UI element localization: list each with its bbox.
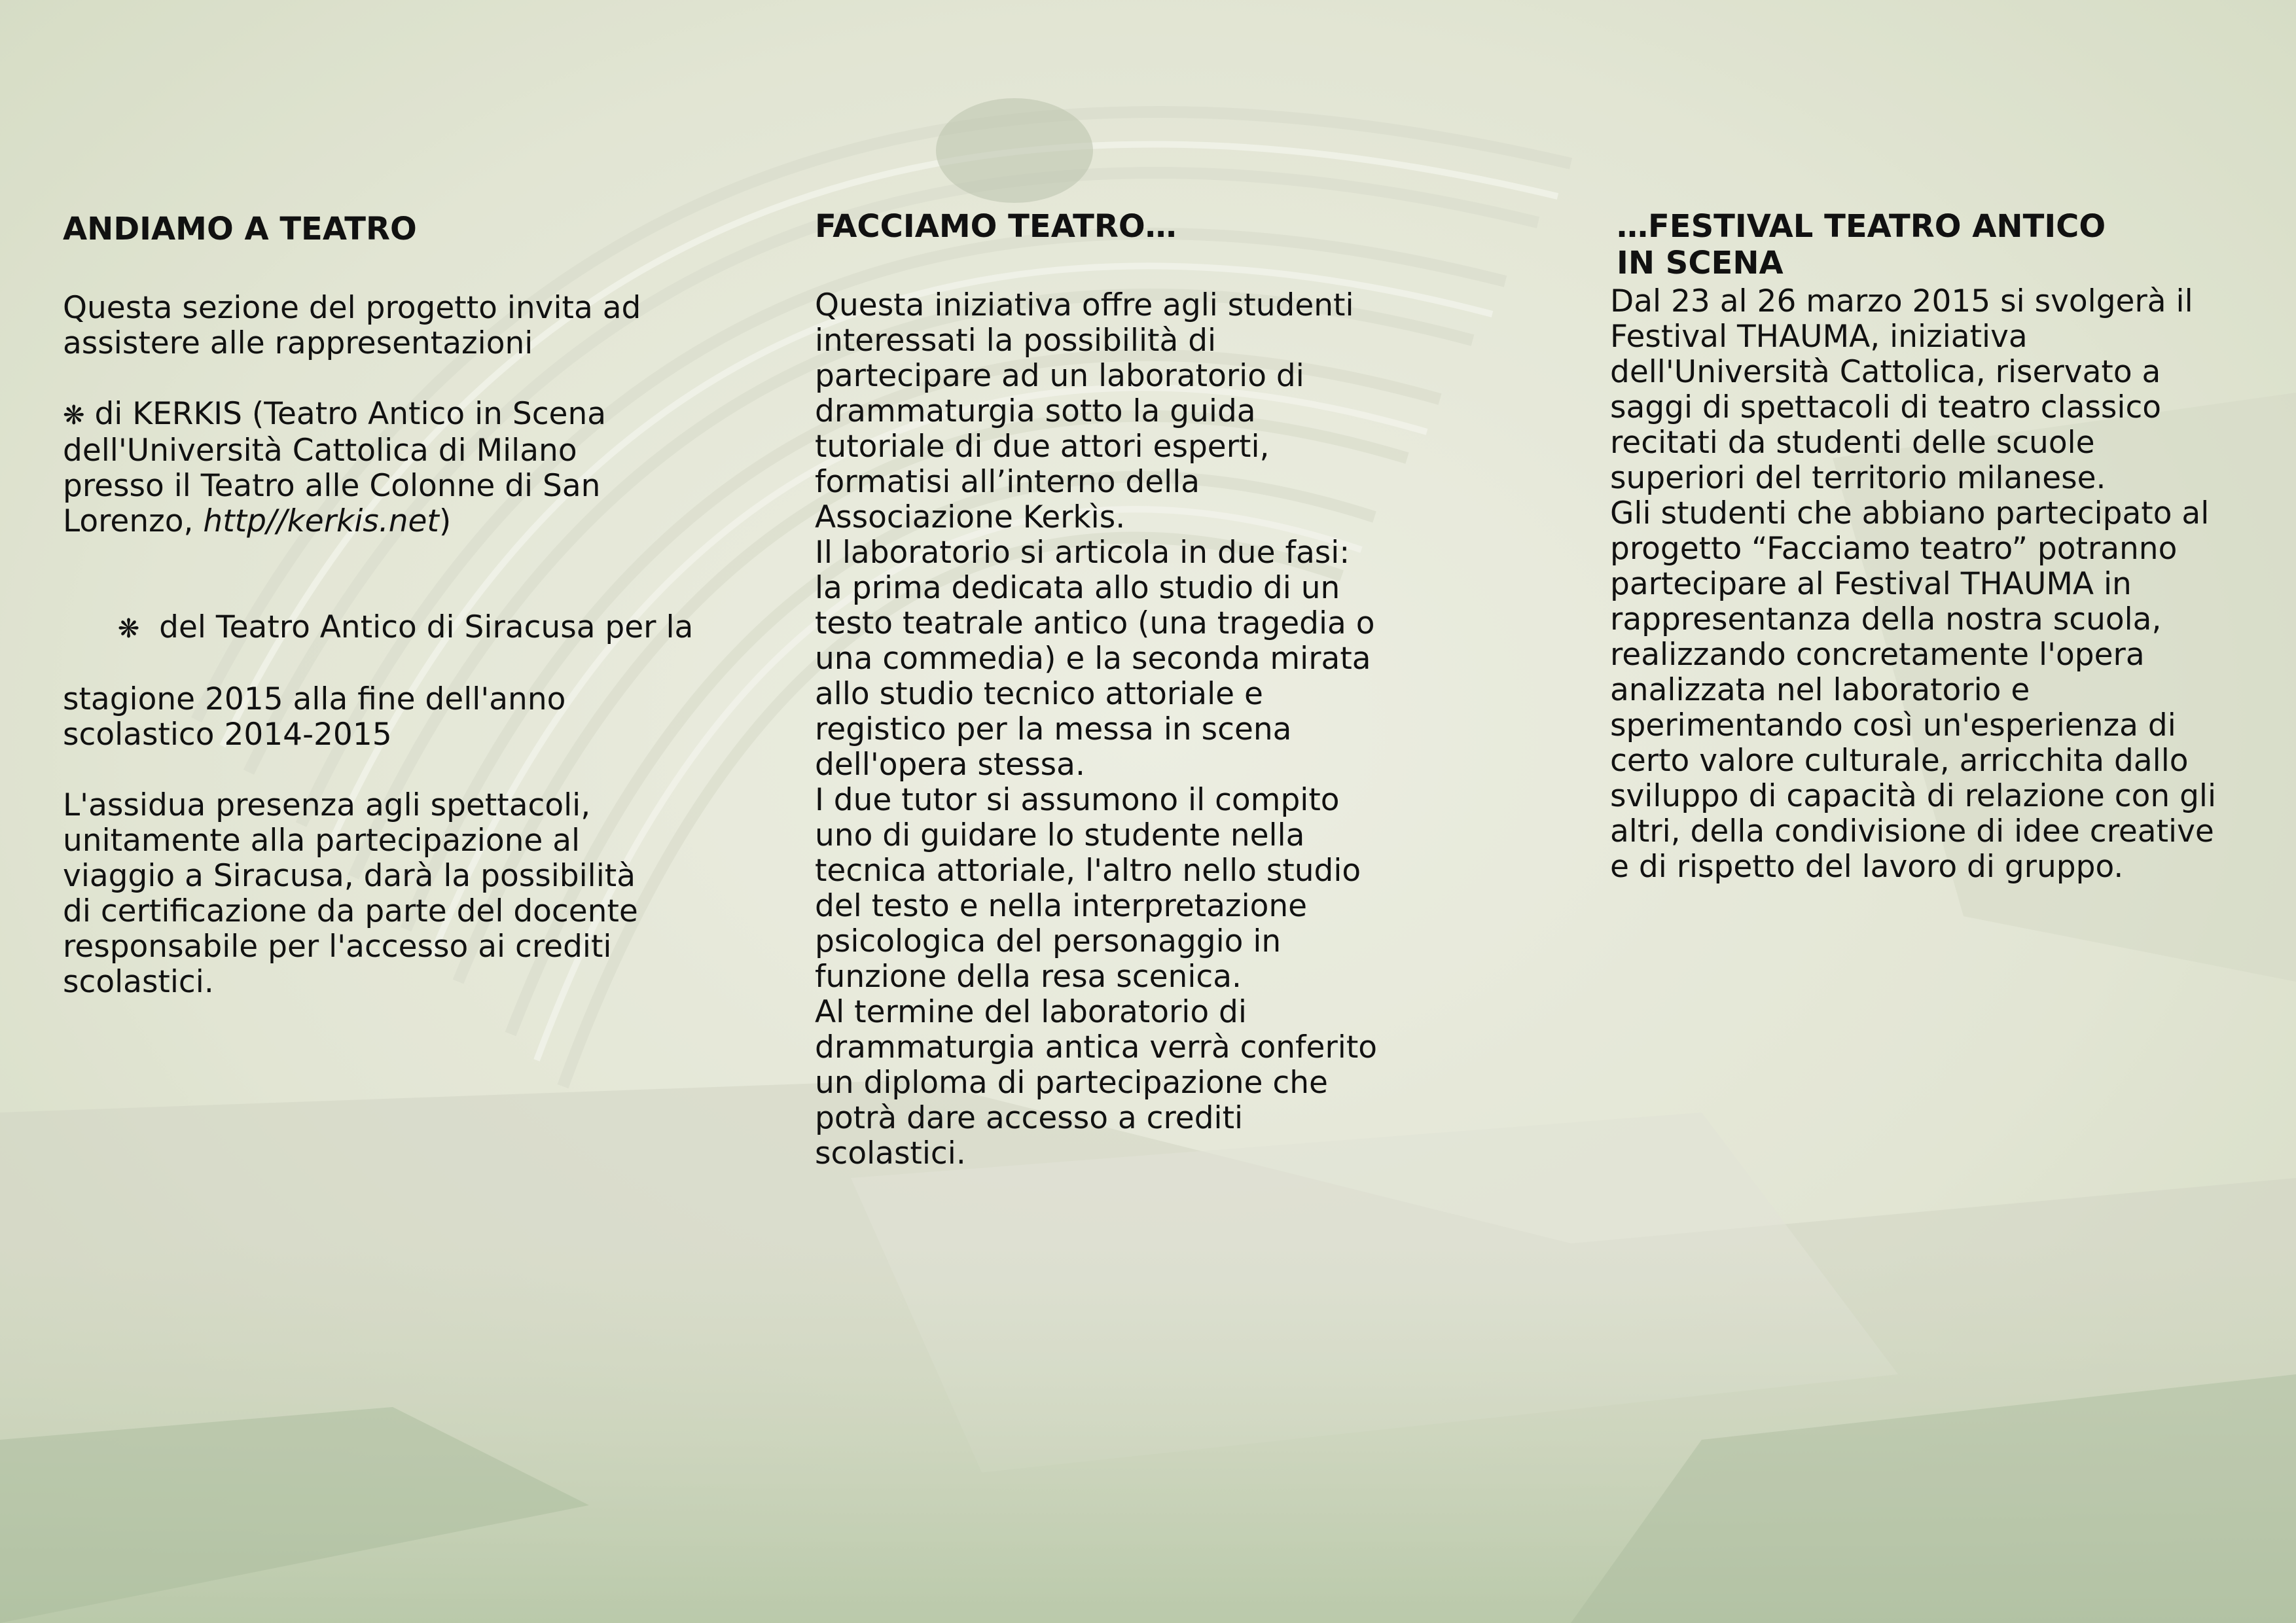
intro-line: assistere alle rappresentazioni	[63, 325, 533, 361]
body-line: allo studio tecnico attoriale e	[815, 676, 1263, 712]
body-line: la prima dedicata allo studio di un	[815, 570, 1340, 606]
body-line: certo valore culturale, arricchita dallo	[1610, 743, 2189, 779]
heading-festival-line: IN SCENA	[1617, 245, 1784, 281]
body-line: dell'opera stessa.	[815, 747, 1085, 783]
body-line: registico per la messa in scena	[815, 711, 1292, 747]
column-festival-teatro-antico	[1610, 208, 2278, 885]
closing-line: L'assidua presenza agli spettacoli,	[63, 787, 591, 823]
body-line: scolastici.	[815, 1135, 966, 1171]
body-line: analizzata nel laboratorio e	[1610, 672, 2030, 708]
bullet-siracusa-line: ❋ del Teatro Antico di Siracusa per la	[117, 609, 694, 645]
body-line: rappresentanza della nostra scuola,	[1610, 601, 2162, 637]
body-line: sperimentando così un'esperienza di	[1610, 707, 2176, 743]
body-line: partecipare ad un laboratorio di	[815, 358, 1304, 394]
heading-facciamo-teatro: FACCIAMO TEATRO…	[815, 208, 1177, 245]
closing-line: unitamente alla partecipazione al	[63, 823, 581, 859]
body-line: realizzando concretamente l'opera	[1610, 637, 2145, 673]
body-line: I due tutor si assumono il compito	[815, 782, 1340, 818]
body-line: sviluppo di capacità di relazione con gli	[1610, 778, 2217, 814]
column-andiamo-a-teatro	[63, 211, 783, 1000]
body-line: partecipare al Festival THAUMA in	[1610, 566, 2132, 602]
body-line: altri, della condivisione di idee creative	[1610, 813, 2214, 849]
body-line: Al termine del laboratorio di	[815, 994, 1247, 1030]
body-line: drammaturgia antica verrà conferito	[815, 1029, 1378, 1065]
body-line: psicologica del personaggio in	[815, 923, 1282, 959]
closing-line: responsabile per l'accesso ai crediti	[63, 929, 612, 965]
bullet-siracusa-line: scolastico 2014-2015	[63, 717, 392, 753]
body-line: uno di guidare lo studente nella	[815, 817, 1305, 853]
body-line: Il laboratorio si articola in due fasi:	[815, 535, 1350, 571]
bullet-kerkis-line: presso il Teatro alle Colonne di San	[63, 468, 601, 504]
closing-line: scolastici.	[63, 964, 214, 1000]
bullet-kerkis-line: ❋ di KERKIS (Teatro Antico in Scena	[63, 396, 607, 432]
body-line: e di rispetto del lavoro di gruppo.	[1610, 849, 2124, 885]
body-line: superiori del territorio milanese.	[1610, 460, 2106, 496]
body-line: dell'Università Cattolica, riservato a	[1610, 354, 2161, 390]
body-line: Gli studenti che abbiano partecipato al	[1610, 495, 2210, 531]
body-line: una commedia) e la seconda mirata	[815, 641, 1371, 677]
intro-line: Questa sezione del progetto invita ad	[63, 290, 641, 326]
asterisk-bullet-icon: ❋	[117, 614, 140, 644]
heading-andiamo-a-teatro: ANDIAMO A TEATRO	[63, 211, 417, 247]
heading-festival-line: …FESTIVAL TEATRO ANTICO	[1617, 208, 2106, 245]
body-line: Dal 23 al 26 marzo 2015 si svolgerà il	[1610, 283, 2193, 319]
body-line: Associazione Kerkìs.	[815, 499, 1126, 535]
bullet-siracusa-line: stagione 2015 alla fine dell'anno	[63, 681, 566, 717]
closing-line: viaggio a Siracusa, darà la possibilità	[63, 858, 636, 894]
body-line: potrà dare accesso a crediti	[815, 1100, 1244, 1136]
body-line: testo teatrale antico (una tragedia o	[815, 605, 1375, 641]
body-line: tecnica attoriale, l'altro nello studio	[815, 853, 1361, 889]
body-line: un diploma di partecipazione che	[815, 1065, 1328, 1101]
body-line: progetto “Facciamo teatro” potranno	[1610, 531, 2178, 567]
closing-line: di certificazione da parte del docente	[63, 893, 638, 929]
body-line: Questa iniziativa offre agli studenti	[815, 287, 1354, 323]
body-line: del testo e nella interpretazione	[815, 888, 1308, 924]
body-line: drammaturgia sotto la guida	[815, 393, 1256, 429]
body-line: funzione della resa scenica.	[815, 959, 1242, 995]
body-line: formatisi all’interno della	[815, 464, 1200, 500]
bullet-kerkis-line: Lorenzo, http//kerkis.net)	[63, 503, 452, 539]
body-line: saggi di spettacoli di teatro classico	[1610, 389, 2162, 425]
column-facciamo-teatro	[815, 208, 1568, 1171]
body-line: interessati la possibilità di	[815, 323, 1217, 359]
asterisk-bullet-icon: ❋	[63, 401, 85, 431]
body-line: tutoriale di due attori esperti,	[815, 429, 1270, 465]
body-line: Festival THAUMA, iniziativa	[1610, 319, 2028, 355]
body-line: recitati da studenti delle scuole	[1610, 425, 2095, 461]
bullet-kerkis-line: dell'Università Cattolica di Milano	[63, 433, 577, 469]
kerkis-link[interactable]: http//kerkis.net	[203, 503, 439, 539]
